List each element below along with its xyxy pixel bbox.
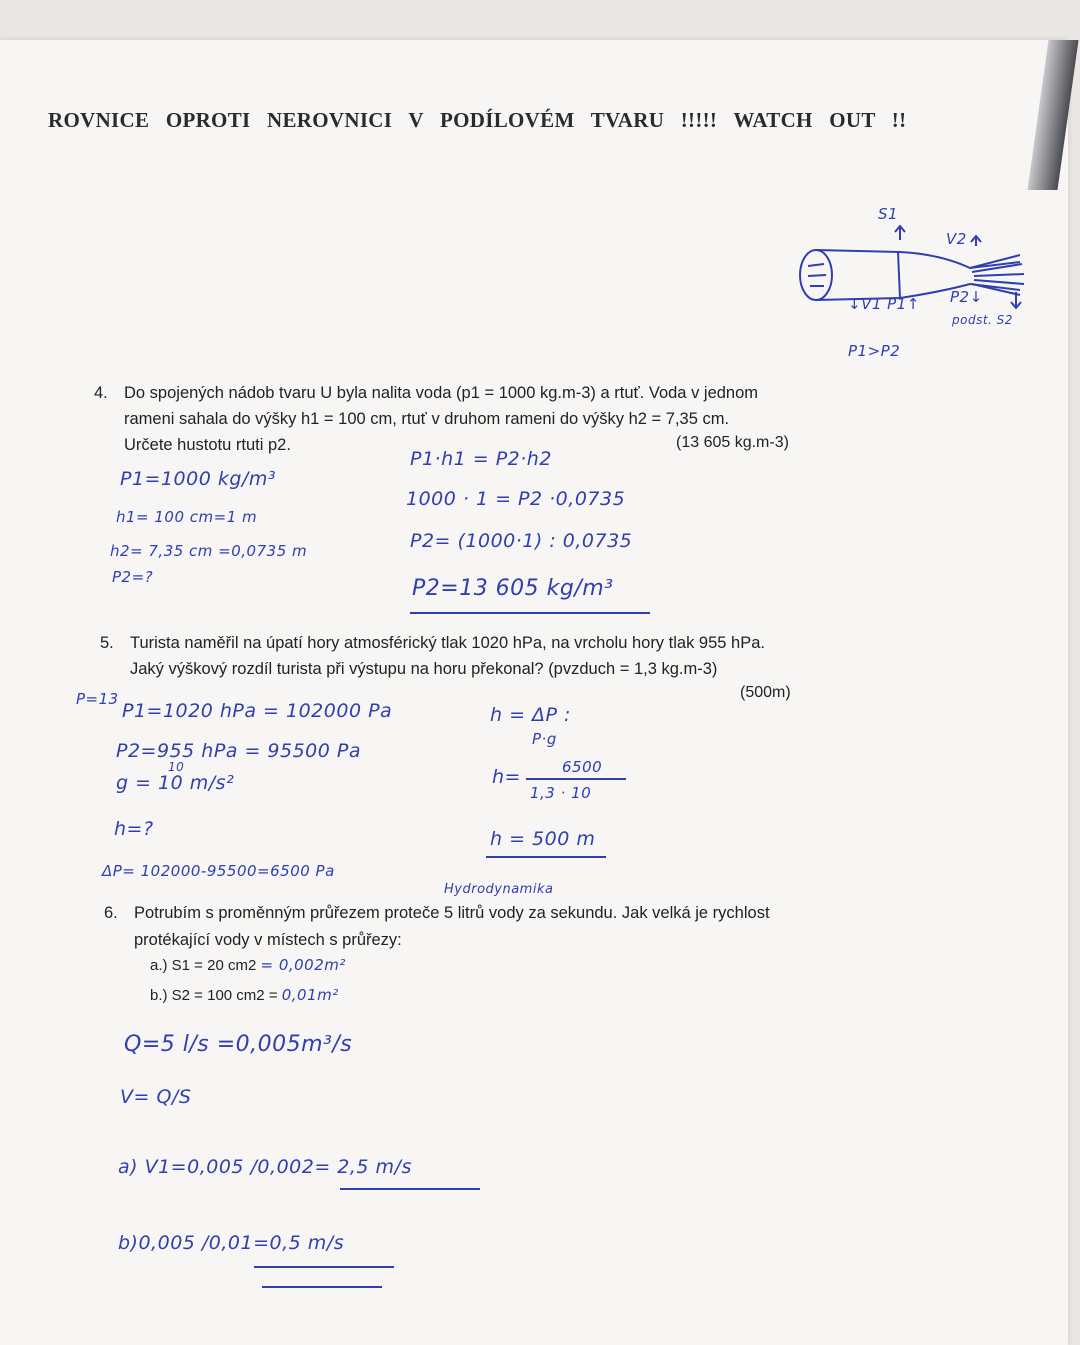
p5-given-g-correction: 10 (168, 760, 185, 774)
problem-5-line-2: Jaký výškový rozdíl turista při výstupu na horu překonal? (pvzduch = 1,3 kg.m-3) (130, 660, 718, 678)
p5-work-numerator: 6500 (562, 758, 603, 776)
problem-4-answer: (13 605 kg.m-3) (676, 434, 789, 451)
p5-given-g: g = 10 m/s² (116, 772, 235, 794)
p5-side-note: P=13 (76, 690, 119, 708)
sketch-v1-p1: ↓V1 P1↑ (848, 295, 920, 313)
problem-4-line-3: Určete hustotu rtuti p2. (124, 436, 291, 454)
problem-5-line-1: 5. Turista naměřil na úpatí hory atmosférický tlak 1020 hPa, na vrcholu hory tlak 955 hPa. (100, 630, 765, 656)
p5-given-p2: P2=955 hPa = 95500 Pa (116, 740, 361, 762)
p6-a-underline (340, 1188, 480, 1190)
p5-result-underline (486, 856, 606, 858)
page-heading: ROVNICE OPROTI NEROVNICI V PODÍLOVÉM TVARU !!!!! WATCH OUT !! (48, 108, 907, 132)
problem-6-line-2: protékající vody v místech s průřezy: (134, 931, 402, 949)
p4-work-substitution: 1000 · 1 = P2 ·0,0735 (406, 488, 626, 510)
p4-given-unknown: P2=? (112, 568, 154, 586)
p4-given-h1: h1= 100 cm=1 m (116, 508, 258, 526)
p4-given-density: P1=1000 kg/m³ (120, 468, 276, 490)
p5-work-h-label: h= (492, 766, 521, 788)
sketch-p2: P2↓ (950, 288, 983, 306)
p6-b-conversion: 0,01m² (281, 986, 339, 1004)
problem-6-number: 6. (104, 904, 118, 922)
p5-work-result: h = 500 m (490, 828, 596, 850)
problem-6-line-1: 6. Potrubím s proměnným průřezem proteče 5 litrů vody za sekundu. Jak velká je rychlost (104, 900, 770, 926)
sketch-pressure-relation: P1>P2 (848, 342, 901, 360)
sketch-s2: podst. S2 (952, 313, 1013, 327)
p4-work-rearranged: P2= (1000·1) : 0,0735 (410, 530, 633, 552)
sketch-s1: S1 (878, 205, 899, 223)
p4-work-result: P2=13 605 kg/m³ (412, 576, 614, 601)
p6-work-part-a: a) V1=0,005 /0,002= 2,5 m/s (118, 1156, 412, 1178)
p5-work-fraction-denominator: 1,3 · 10 (530, 784, 592, 802)
p4-work-equation: P1·h1 = P2·h2 (410, 448, 552, 470)
problem-4-number: 4. (94, 384, 108, 402)
problem-6-part-a: a.) S1 = 20 cm2 = 0,002m² (150, 956, 346, 974)
problem-5-answer: (500m) (740, 684, 791, 701)
p5-work-formula: h = ΔP : (490, 704, 571, 726)
problem-4-line-2: rameni sahala do výšky h1 = 100 cm, rtuť v druhom rameni do výšky h2 = 7,35 cm. (124, 410, 730, 428)
p4-result-underline (410, 612, 650, 614)
p6-work-flow-rate: Q=5 l/s =0,005m³/s (124, 1032, 353, 1057)
p5-given-unknown: h=? (114, 818, 154, 840)
pen-edge (1027, 40, 1078, 190)
problem-6-part-b: b.) S2 = 100 cm2 = 0,01m² (150, 986, 339, 1004)
p5-work-denominator: P·g (532, 730, 557, 748)
p6-topic-note: Hydrodynamika (444, 882, 554, 897)
sketch-v2: V2 (946, 230, 967, 248)
problem-4-line-1: 4. Do spojených nádob tvaru U byla nalita voda (p1 = 1000 kg.m-3) a rtuť. Voda v jednom (94, 380, 758, 406)
p6-b-underline-2 (262, 1286, 382, 1288)
p5-given-p1: P1=1020 hPa = 102000 Pa (122, 700, 393, 722)
problem-5-number: 5. (100, 634, 114, 652)
p6-work-formula: V= Q/S (120, 1086, 192, 1108)
p5-pressure-difference: ΔP= 102000-95500=6500 Pa (102, 862, 335, 880)
p6-b-underline-1 (254, 1266, 394, 1268)
p6-a-conversion: = 0,002m² (260, 956, 346, 974)
p5-fraction-bar (526, 778, 626, 780)
p4-given-h2: h2= 7,35 cm =0,0735 m (110, 542, 308, 560)
pipe-diagram (780, 200, 1050, 370)
p6-work-part-b: b)0,005 /0,01=0,5 m/s (118, 1232, 345, 1254)
